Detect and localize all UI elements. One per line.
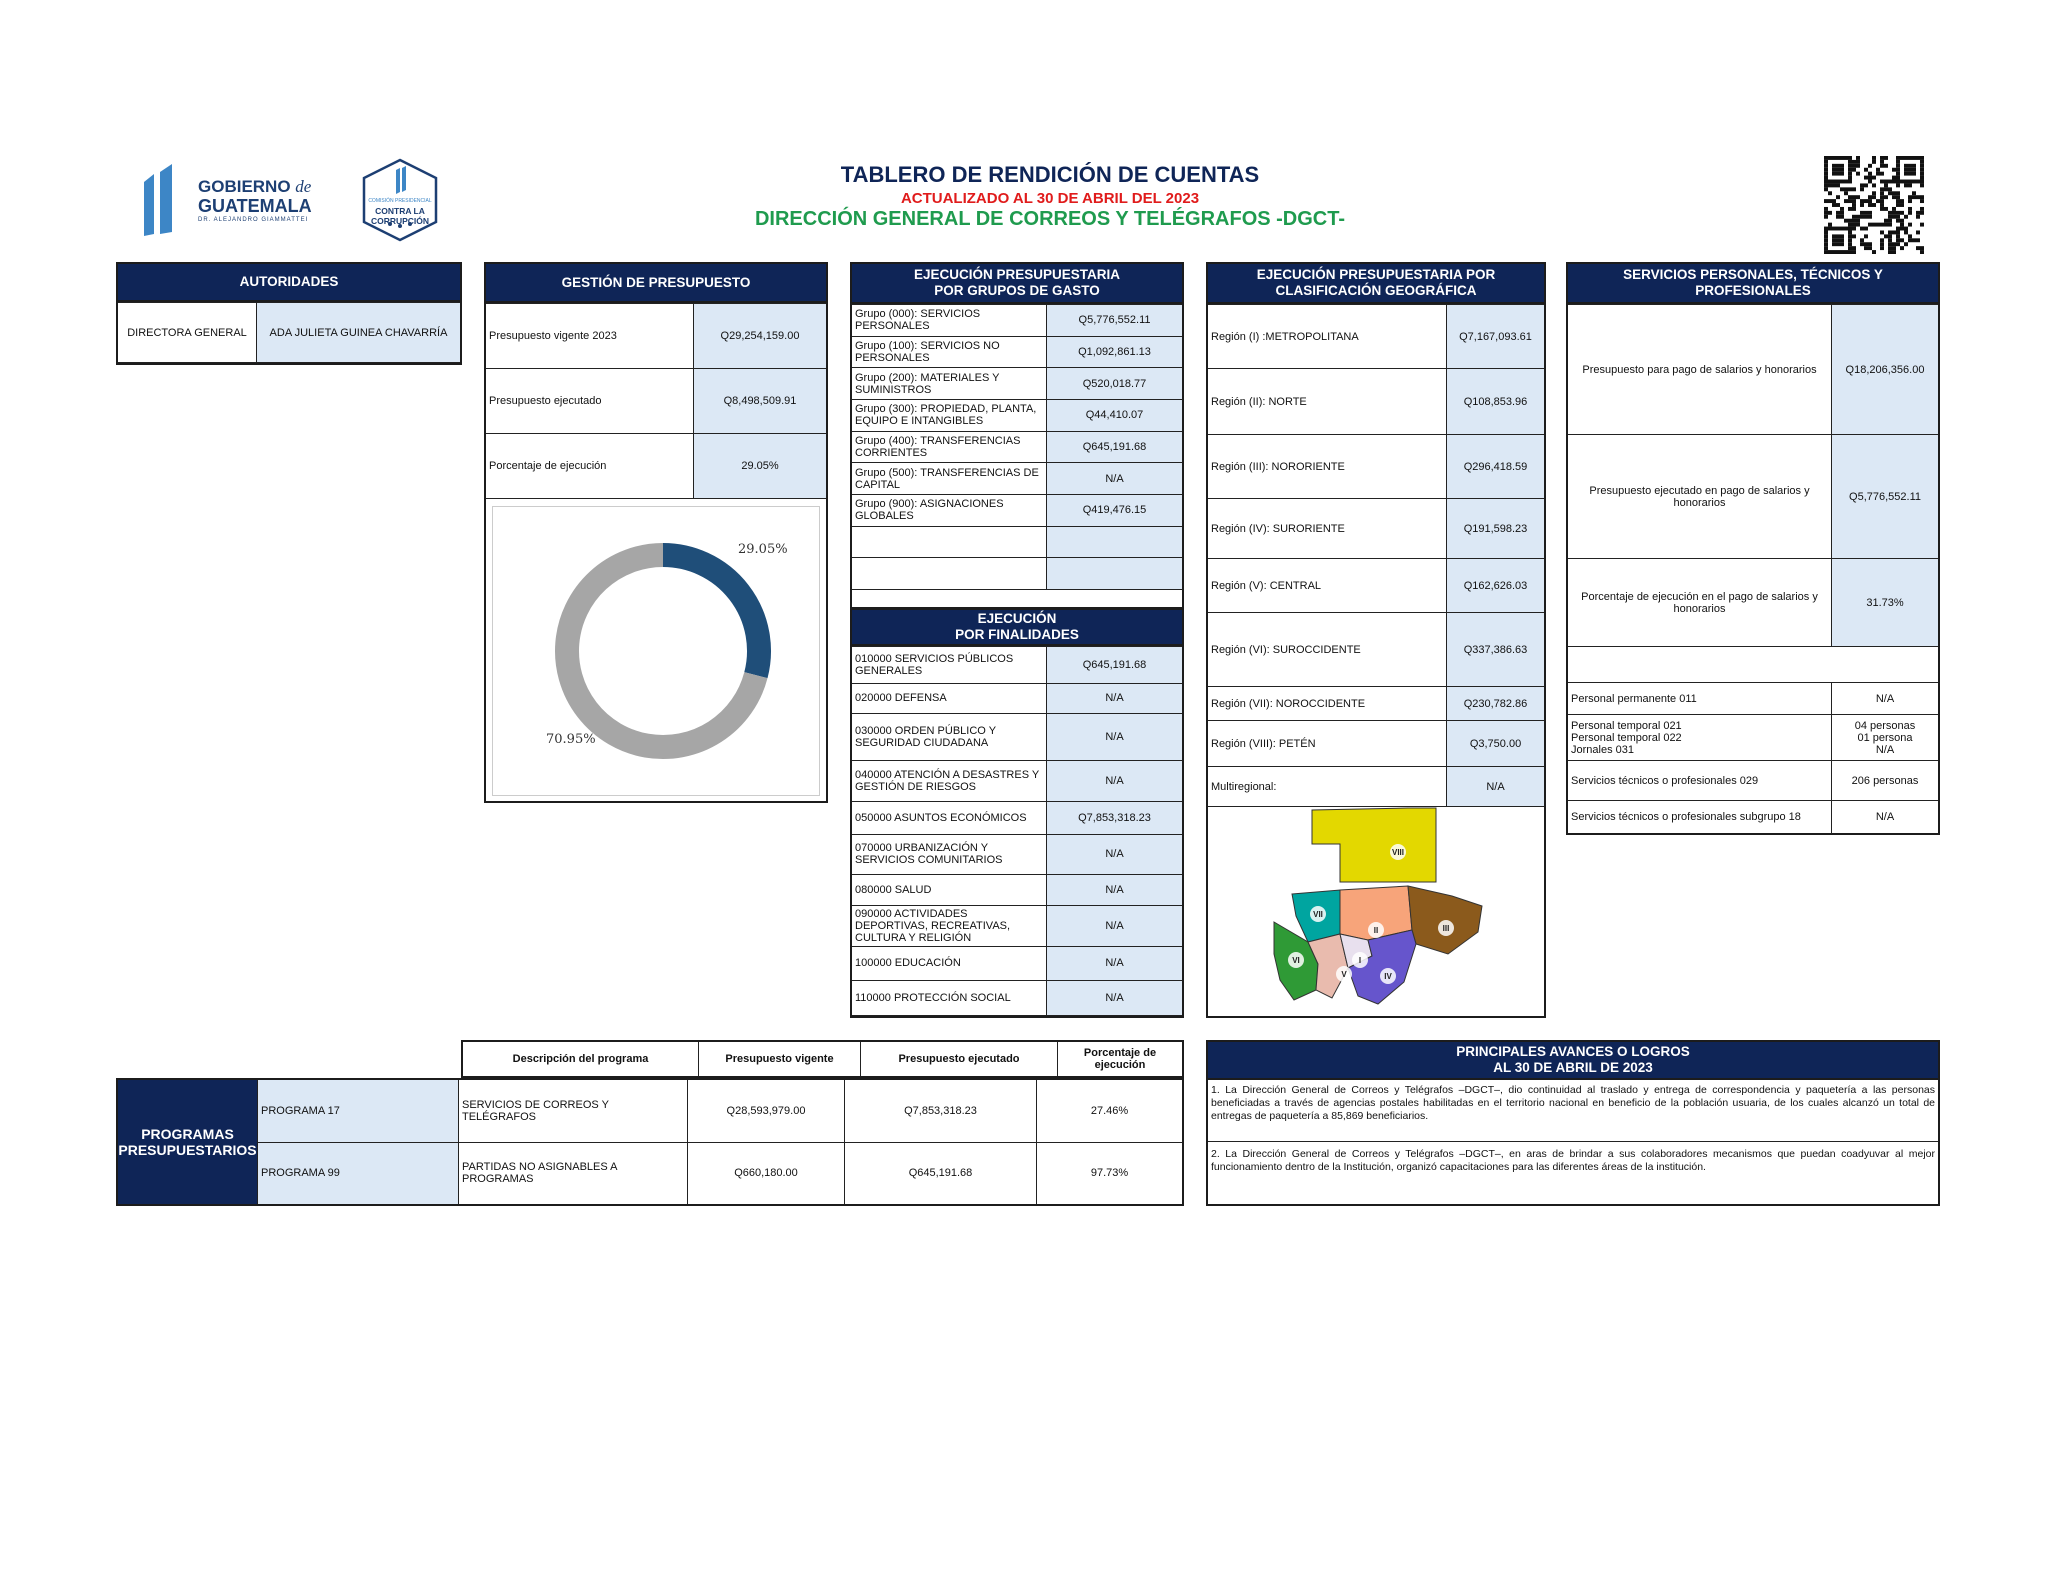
map-region-label: VII (1313, 910, 1323, 919)
servicios-value-ejecutado: Q5,776,552.11 (1832, 435, 1939, 559)
map-region-label: VIII (1391, 848, 1405, 857)
programa-17-vigente: Q28,593,979.00 (688, 1080, 845, 1142)
logo-comision (356, 156, 444, 244)
programas-header-desc: Descripción del programa (462, 1041, 699, 1077)
finalidades-label: 050000 ASUNTOS ECONÓMICOS (852, 801, 1047, 834)
finalidades-label: 100000 EDUCACIÓN (852, 946, 1047, 981)
servicios-label-porcentaje: Porcentaje de ejecución en el pago de salarios y honorarios (1568, 559, 1832, 647)
gestion-label-ejecutado: Presupuesto ejecutado (486, 369, 694, 434)
grupos-value: Q520,018.77 (1047, 368, 1183, 400)
geografica-value: N/A (1447, 767, 1545, 807)
grupos-label: Grupo (000): SERVICIOS PERSONALES (852, 305, 1047, 337)
logro-item-2: 2. La Dirección General de Correos y Telégrafos –DGCT–, en aras de brindar a sus colaboradores mecanismos que puedan coadyuvar al mejor funcionamiento dentro de la Institución, organizó capacitaciones para las diferentes áreas de la institución. (1211, 1148, 1935, 1173)
programas-header-pct: Porcentaje de ejecución (1058, 1041, 1184, 1077)
geografica-row (1208, 435, 1544, 499)
geografica-label: Región (III): NORORIENTE (1208, 435, 1447, 499)
donut-chart (492, 506, 820, 796)
finalidades-row (852, 946, 1182, 981)
finalidades-value: Q645,191.68 (1047, 647, 1183, 684)
finalidades-title (852, 610, 1182, 646)
geografica-label: Región (II): NORTE (1208, 369, 1447, 435)
geografica-row (1208, 721, 1544, 767)
finalidades-row (852, 683, 1182, 714)
geografica-row (1208, 559, 1544, 613)
grupos-label: Grupo (400): TRANSFERENCIAS CORRIENTES (852, 431, 1047, 463)
gestion-title: GESTIÓN DE PRESUPUESTO (486, 264, 826, 303)
servicios-title-line2: PROFESIONALES (1695, 283, 1811, 298)
grupos-row (852, 431, 1182, 463)
gestion-value-porcentaje: 29.05% (694, 434, 827, 499)
programa-17-ejecutado: Q7,853,318.23 (845, 1080, 1037, 1142)
finalidades-value: N/A (1047, 905, 1183, 946)
grupos-value: Q645,191.68 (1047, 431, 1183, 463)
finalidades-row (852, 647, 1182, 684)
geografica-row (1208, 305, 1544, 369)
personal-temporal-022-value: 01 persona (1857, 731, 1913, 744)
jornales-031-label: Jornales 031 (1571, 743, 1634, 756)
personal-permanente-value: N/A (1832, 683, 1939, 715)
servicios-18-value: N/A (1832, 801, 1939, 834)
map-region-label: II (1373, 926, 1379, 935)
programa-99-name: PROGRAMA 99 (258, 1142, 459, 1204)
programa-99-ejecutado: Q645,191.68 (845, 1142, 1037, 1204)
grupos-value: Q5,776,552.11 (1047, 305, 1183, 337)
servicios-18-label: Servicios técnicos o profesionales subgrupo 18 (1568, 801, 1832, 834)
finalidades-value: N/A (1047, 714, 1183, 761)
finalidades-row (852, 761, 1182, 802)
grupos-row (852, 336, 1182, 368)
geografica-value: Q191,598.23 (1447, 499, 1545, 559)
page-title: TABLERO DE RENDICIÓN DE CUENTAS (840, 162, 1260, 187)
programa-17-name: PROGRAMA 17 (258, 1080, 459, 1142)
personal-temporal-022-label: Personal temporal 022 (1571, 731, 1682, 744)
grupos-row (852, 558, 1182, 590)
donut-slice-ejecutado (663, 555, 759, 675)
geografica-label: Región (IV): SURORIENTE (1208, 499, 1447, 559)
geografica-label: Multiregional: (1208, 767, 1447, 807)
geografica-value: Q108,853.96 (1447, 369, 1545, 435)
logros-panel (1206, 1040, 1940, 1206)
finalidades-label: 080000 SALUD (852, 875, 1047, 906)
geografica-label: Región (VIII): PETÉN (1208, 721, 1447, 767)
gestion-panel (484, 262, 828, 803)
geografica-label: Región (I) :METROPOLITANA (1208, 305, 1447, 369)
personal-temporal-021-value: 04 personas (1854, 719, 1916, 732)
finalidades-row (852, 875, 1182, 906)
grupos-label (852, 526, 1047, 558)
personal-temporal-021-label: Personal temporal 021 (1571, 719, 1682, 732)
grupos-label: Grupo (500): TRANSFERENCIAS DE CAPITAL (852, 463, 1047, 495)
finalidades-value: N/A (1047, 683, 1183, 714)
grupos-value: N/A (1047, 463, 1183, 495)
grupos-label (852, 558, 1047, 590)
grupos-value: Q44,410.07 (1047, 399, 1183, 431)
finalidades-label: 090000 ACTIVIDADES DEPORTIVAS, RECREATIVAS, CULTURA Y RELIGIÓN (852, 905, 1047, 946)
finalidades-value: N/A (1047, 875, 1183, 906)
servicios-029-value: 206 personas (1832, 761, 1939, 801)
finalidades-label: 030000 ORDEN PÚBLICO Y SEGURIDAD CIUDADANA (852, 714, 1047, 761)
map-region-label: IV (1384, 972, 1392, 981)
logo-gov-sub: DR. ALEJANDRO GIAMMATTEI (198, 217, 309, 223)
geografica-label: Región (VI): SUROCCIDENTE (1208, 613, 1447, 687)
gestion-label-vigente: Presupuesto vigente 2023 (486, 304, 694, 369)
logo-gov-line2: GUATEMALA (198, 196, 312, 216)
map-region-label: VI (1292, 956, 1300, 965)
gestion-value-ejecutado: Q8,498,509.91 (694, 369, 827, 434)
geografica-title (1208, 264, 1544, 304)
geografica-row (1208, 369, 1544, 435)
geografica-title-line2: CLASIFICACIÓN GEOGRÁFICA (1275, 283, 1477, 298)
autoridades-panel (116, 262, 462, 365)
grupos-panel (850, 262, 1184, 609)
autoridad-name: ADA JULIETA GUINEA CHAVARRÍA (257, 303, 461, 363)
logo-gov-de: de (295, 177, 312, 196)
logro-item-1: 1. La Dirección General de Correos y Telégrafos –DGCT–, dio continuidad al traslado y entrega de correspondencia y paquetería a las personas beneficiadas a través de agencias postales habilitadas en el territorio nacional en beneficio de la población usuaria, de los cuales alcanzó un total de entregas de paquetería a 85,869 beneficiarios. (1208, 1080, 1938, 1142)
servicios-value-porcentaje: 31.73% (1832, 559, 1939, 647)
grupos-row (852, 526, 1182, 558)
jornales-031-value: N/A (1875, 743, 1895, 756)
programa-99-pct: 97.73% (1037, 1142, 1183, 1204)
grupos-value: Q1,092,861.13 (1047, 336, 1183, 368)
finalidades-label: 040000 ATENCIÓN A DESASTRES Y GESTIÓN DE RIESGOS (852, 761, 1047, 802)
map-region-label: I (1358, 956, 1362, 965)
programas-section (116, 1040, 1184, 1206)
finalidades-title-line2: POR FINALIDADES (955, 627, 1079, 642)
programas-header-vigente: Presupuesto vigente (699, 1041, 861, 1077)
finalidades-value: N/A (1047, 981, 1183, 1016)
logros-title-line1: PRINCIPALES AVANCES O LOGROS (1456, 1044, 1690, 1059)
grupos-label: Grupo (200): MATERIALES Y SUMINISTROS (852, 368, 1047, 400)
geografica-value: Q230,782.86 (1447, 687, 1545, 721)
servicios-label-ejecutado: Presupuesto ejecutado en pago de salarios y honorarios (1568, 435, 1832, 559)
grupos-label: Grupo (100): SERVICIOS NO PERSONALES (852, 336, 1047, 368)
guatemala-map-icon (1208, 804, 1544, 1016)
geografica-value: Q337,386.63 (1447, 613, 1545, 687)
grupos-value (1047, 526, 1183, 558)
grupos-title (852, 264, 1182, 304)
donut-chart-svg (493, 507, 819, 795)
geografica-value: Q7,167,093.61 (1447, 305, 1545, 369)
personal-temporal-labels (1568, 715, 1832, 761)
programa-17-pct: 27.46% (1037, 1080, 1183, 1142)
geografica-label: Región (V): CENTRAL (1208, 559, 1447, 613)
autoridades-title: AUTORIDADES (118, 264, 460, 302)
guatemala-map (1208, 804, 1544, 1016)
finalidades-value: N/A (1047, 834, 1183, 875)
servicios-spacer (1568, 647, 1938, 683)
seal-line2: CONTRA LA CORRUPCIÓN (370, 206, 430, 226)
servicios-label-presupuesto: Presupuesto para pago de salarios y honorarios (1568, 305, 1832, 435)
programa-17-desc: SERVICIOS DE CORREOS Y TELÉGRAFOS (459, 1080, 688, 1142)
logros-title-line2: AL 30 DE ABRIL DE 2023 (1493, 1060, 1653, 1075)
logros-title (1208, 1042, 1938, 1080)
finalidades-row (852, 981, 1182, 1016)
servicios-029-label: Servicios técnicos o profesionales 029 (1568, 761, 1832, 801)
finalidades-row (852, 834, 1182, 875)
grupos-row (852, 368, 1182, 400)
programas-side-label: PROGRAMAS PRESUPUESTARIOS (118, 1080, 257, 1204)
seal-line1: COMISIÓN PRESIDENCIAL (368, 198, 432, 204)
grupos-title-line1: EJECUCIÓN PRESUPUESTARIA (913, 267, 1121, 282)
updated-date: ACTUALIZADO AL 30 DE ABRIL DEL 2023 (900, 190, 1200, 207)
servicios-title-line1: SERVICIOS PERSONALES, TÉCNICOS Y (1623, 267, 1883, 282)
personal-temporal-values (1832, 715, 1939, 761)
geografica-value: Q3,750.00 (1447, 721, 1545, 767)
logo-gov-line1: GOBIERNO (198, 177, 291, 196)
finalidades-row (852, 905, 1182, 946)
geografica-panel (1206, 262, 1546, 1018)
finalidades-value: N/A (1047, 761, 1183, 802)
donut-label-ejecutado: 29.05% (738, 542, 788, 557)
donut-label-no-ejecutado: 70.95% (546, 732, 596, 747)
servicios-title (1568, 264, 1938, 304)
finalidades-label: 070000 URBANIZACIÓN Y SERVICIOS COMUNITARIOS (852, 834, 1047, 875)
autoridad-role: DIRECTORA GENERAL (118, 303, 257, 363)
servicios-value-presupuesto: Q18,206,356.00 (1832, 305, 1939, 435)
grupos-label: Grupo (900): ASIGNACIONES GLOBALES (852, 494, 1047, 526)
finalidades-value: N/A (1047, 946, 1183, 981)
qr-code (1820, 156, 1930, 254)
geografica-row (1208, 613, 1544, 687)
grupos-value: Q419,476.15 (1047, 494, 1183, 526)
grupos-row (852, 399, 1182, 431)
finalidades-label: 010000 SERVICIOS PÚBLICOS GENERALES (852, 647, 1047, 684)
finalidades-label: 110000 PROTECCIÓN SOCIAL (852, 981, 1047, 1016)
gestion-value-vigente: Q29,254,159.00 (694, 304, 827, 369)
geografica-row (1208, 687, 1544, 721)
programa-99-desc: PARTIDAS NO ASIGNABLES A PROGRAMAS (459, 1142, 688, 1204)
finalidades-row (852, 714, 1182, 761)
programa-99-vigente: Q660,180.00 (688, 1142, 845, 1204)
geografica-row (1208, 499, 1544, 559)
map-region-label: V (1341, 970, 1347, 979)
grupos-label: Grupo (300): PROPIEDAD, PLANTA, EQUIPO E INTANGIBLES (852, 399, 1047, 431)
logo-gobierno (140, 162, 330, 238)
finalidades-label: 020000 DEFENSA (852, 683, 1047, 714)
gestion-label-porcentaje: Porcentaje de ejecución (486, 434, 694, 499)
finalidades-value: Q7,853,318.23 (1047, 801, 1183, 834)
grupos-row (852, 463, 1182, 495)
finalidades-title-line1: EJECUCIÓN (977, 611, 1057, 626)
personal-permanente-label: Personal permanente 011 (1568, 683, 1832, 715)
geografica-value: Q296,418.59 (1447, 435, 1545, 499)
geografica-value: Q162,626.03 (1447, 559, 1545, 613)
grupos-row (852, 305, 1182, 337)
programas-header-ejecutado: Presupuesto ejecutado (861, 1041, 1058, 1077)
geografica-row (1208, 767, 1544, 807)
finalidades-panel (850, 608, 1184, 1018)
finalidades-row (852, 801, 1182, 834)
grupos-row (852, 494, 1182, 526)
servicios-panel (1566, 262, 1940, 835)
grupos-title-line2: POR GRUPOS DE GASTO (934, 283, 1100, 298)
geografica-title-line1: EJECUCIÓN PRESUPUESTARIA POR (1256, 267, 1496, 282)
geografica-label: Región (VII): NOROCCIDENTE (1208, 687, 1447, 721)
entity-name: DIRECCIÓN GENERAL DE CORREOS Y TELÉGRAFOS -DGCT- (754, 208, 1346, 230)
map-region-label: III (1442, 924, 1450, 933)
grupos-value (1047, 558, 1183, 590)
